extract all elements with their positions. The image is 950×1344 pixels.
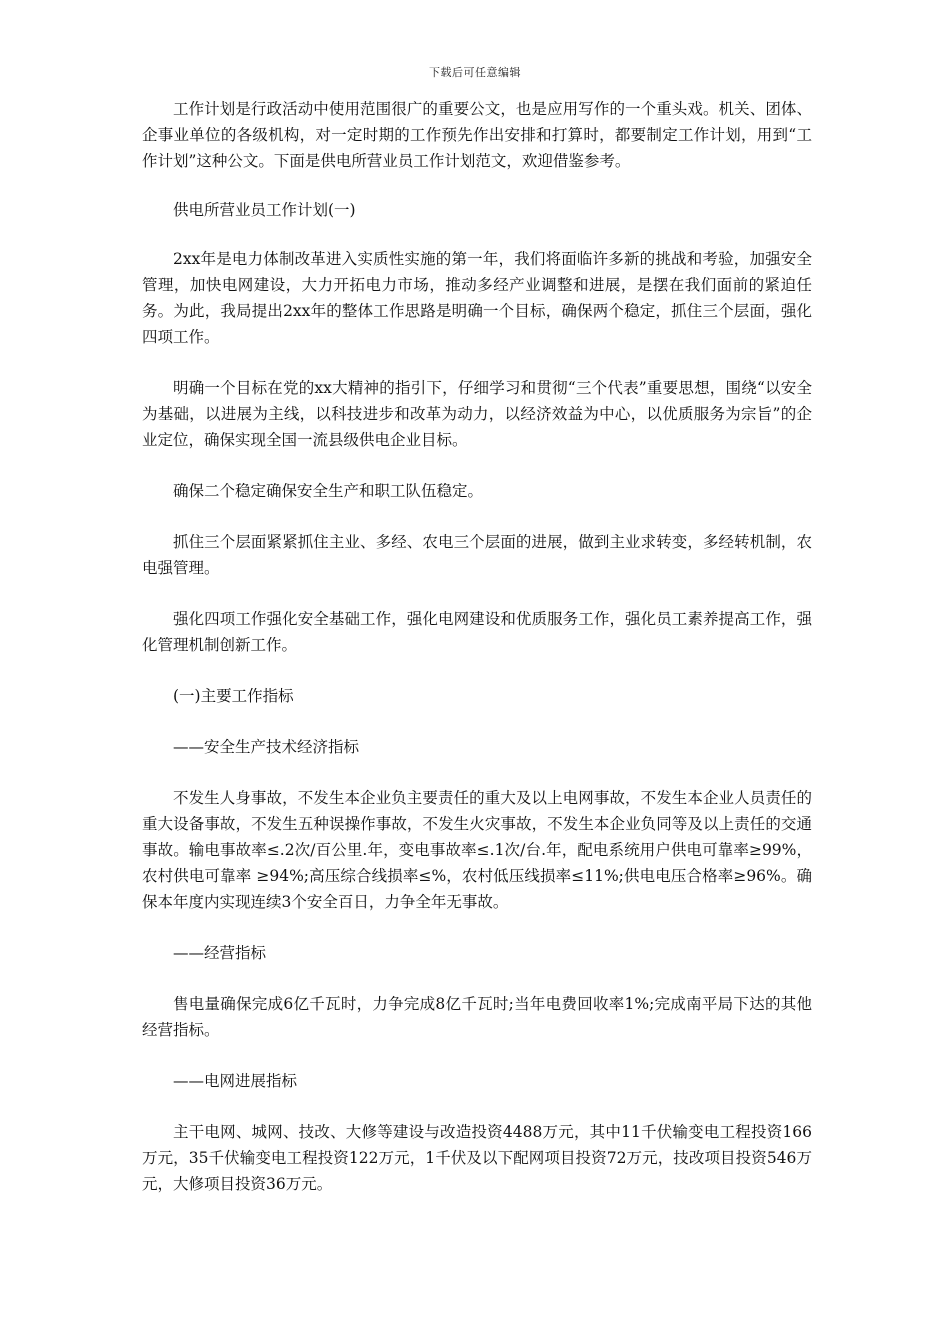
paragraph-overview: 2xx年是电力体制改革进入实质性实施的第一年，我们将面临许多新的挑战和考验，加强安全管理，加快电网建设，大力开拓电力市场，推动多经产业调整和进展，是摆在我们面前的紧迫任务。为此，我局提出2xx年的整体工作思路是明确一个目标，确保两个稳定，抓住三个层面，强化四项工作。 <box>142 250 812 346</box>
section-title: 供电所营业员工作计划(一) <box>173 201 356 219</box>
paragraph-operation-indicators: 售电量确保完成6亿千瓦时，力争完成8亿千瓦时;当年电费回收率1%;完成南平局下达的其他经营指标。 <box>142 995 812 1039</box>
document-body <box>142 96 812 1197</box>
intro-paragraph: 工作计划是行政活动中使用范围很广的重要公文，也是应用写作的一个重头戏。机关、团体、企事业单位的各级机构，对一定时期的工作预先作出安排和打算时，都要制定工作计划，用到“工作计划”这种公文。下面是供电所营业员工作计划范文，欢迎借鉴参考。 <box>142 100 812 170</box>
paragraph-safety-indicators: 不发生人身事故，不发生本企业负主要责任的重大及以上电网事故，不发生本企业人员责任的重大设备事故，不发生五种误操作事故，不发生火灾事故，不发生本企业负同等及以上责任的交通事故。输电事故率≤.2次/百公里.年，变电事故率≤.1次/台.年，配电系统用户供电可靠率≥99%，农村供电可靠率 ≥94%;高压综合线损率≤%，农村低压线损率≤11%;供电电压合格率≥96%。确保本年度内实现连续3个安全百日，力争全年无事故。 <box>142 789 812 911</box>
paragraph-three-levels: 抓住三个层面紧紧抓住主业、多经、农电三个层面的进展，做到主业求转变，多经转机制，农电强管理。 <box>142 533 812 577</box>
subheading-safety-indicators: ——安全生产技术经济指标 <box>173 738 360 756</box>
subheading-grid-indicators: ——电网进展指标 <box>173 1072 298 1090</box>
paragraph-one-goal: 明确一个目标在党的xx大精神的指引下，仔细学习和贯彻“三个代表”重要思想，围绕“以安全为基础，以进展为主线，以科技进步和改革为动力，以经济效益为中心，以优质服务为宗旨”的企业定位，确保实现全国一流县级供电企业目标。 <box>142 379 812 449</box>
paragraph-four-works: 强化四项工作强化安全基础工作，强化电网建设和优质服务工作，强化员工素养提高工作，强化管理机制创新工作。 <box>142 610 812 654</box>
header-note: 下载后可任意编辑 <box>429 66 521 79</box>
paragraph-grid-indicators: 主干电网、城网、技改、大修等建设与改造投资4488万元，其中11千伏输变电工程投资166万元，35千伏输变电工程投资122万元，1千伏及以下配网项目投资72万元，技改项目投资546万元，大修项目投资36万元。 <box>142 1123 812 1193</box>
paragraph-two-stable: 确保二个稳定确保安全生产和职工队伍稳定。 <box>173 482 484 500</box>
subheading-main-indicators: (一)主要工作指标 <box>173 687 294 705</box>
subheading-operation-indicators: ——经营指标 <box>173 944 267 962</box>
